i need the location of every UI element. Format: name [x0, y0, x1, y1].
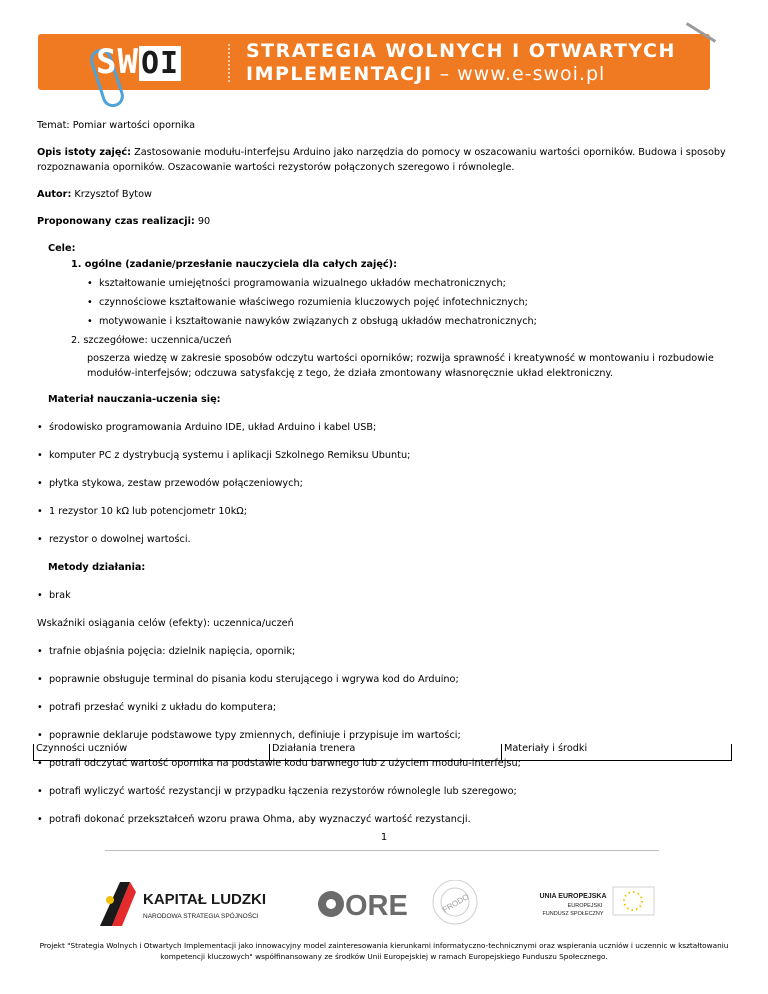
- banner-url[interactable]: – www.e-swoi.pl: [432, 63, 606, 85]
- time-label: Proponowany czas realizacji:: [37, 216, 195, 227]
- time: [37, 214, 737, 229]
- material-item: • środowisko programowania Arduino IDE, układ Arduino i kabel USB;: [37, 420, 737, 435]
- indicator-item: • potrafi przesłać wyniki z układu do komputera;: [37, 700, 737, 715]
- material-item: • płytka stykowa, zestaw przewodów połączeniowych;: [37, 476, 737, 491]
- activity-table-header: [33, 744, 732, 761]
- essence-text: Zastosowanie modułu-interfejsu Arduino jako narzędzia do pomocy w oszacowaniu wartości oporników. Budowa i sposoby rozpoznawania oporników. Oszacowanie wartości rezystorów połączonych szeregowo i równolegle.: [37, 147, 726, 173]
- kl-title: KAPITAŁ LUDZKI: [143, 891, 267, 908]
- header-banner: [38, 34, 710, 90]
- pencil-icon: [686, 22, 716, 43]
- kl-subtitle: NARODOWA STRATEGIA SPÓJNOŚCI: [143, 913, 259, 920]
- method-item: • brak: [37, 588, 737, 603]
- indicator-item: • poprawnie deklaruje podstawowe typy zmiennych, definiuje i przypisuje im wartości;: [37, 728, 737, 743]
- time-value: 90: [194, 216, 211, 227]
- document-body: [37, 118, 737, 827]
- eu-title: UNIA EUROPEJSKA: [539, 893, 607, 900]
- page-number: 1: [380, 832, 388, 843]
- indicator-item: • trafnie objaśnia pojęcia: dzielnik napięcia, opornik;: [37, 644, 737, 659]
- methods-label: Metody działania:: [48, 562, 146, 573]
- specific-goals-label: 2. szczegółowe: uczennica/uczeń: [71, 335, 232, 346]
- author: [37, 187, 737, 202]
- banner-divider: [228, 44, 230, 82]
- indicators-label: Wskaźniki osiągania celów (efekty): uczennica/uczeń: [37, 618, 294, 629]
- general-goal-item: • kształtowanie umiejętności programowania wizualnego układów mechatronicznych;: [87, 276, 737, 291]
- material-item: • rezystor o dowolnej wartości.: [37, 532, 737, 547]
- indicator-item: • potrafi odczytać wartość opornika na podstawie kodu barwnego lub z użyciem modułu-interfejsu;: [37, 756, 737, 771]
- banner-title: [246, 40, 676, 86]
- author-name: Krzysztof Bytow: [71, 189, 152, 200]
- essence: [37, 145, 737, 175]
- frodo-text: FRODO: [440, 892, 471, 915]
- project-footer: Projekt "Strategia Wolnych i Otwartych Implementacji jako innowacyjny model zainteresowania kierunkami informatyczno-technicznymi oraz wspierania uczniów i uczennic w kształtowaniu kompetencji kluczowych" współfinansowany ze środków Unii Europejskiej w ramach Europejskiego Funduszu Społecznego.: [39, 941, 729, 961]
- logo-sw: SW: [96, 42, 139, 82]
- banner-title-line2: IMPLEMENTACJI: [246, 63, 433, 85]
- indicator-item: • poprawnie obsługuje terminal do pisania kodu sterującego i wgrywa kod do Arduino;: [37, 672, 737, 687]
- swoi-logo: [96, 42, 181, 82]
- frodo-logo: [433, 880, 477, 924]
- logos-svg: [0, 880, 768, 928]
- eu-logo: [539, 887, 654, 917]
- topic: Temat: Pomiar wartości opornika: [37, 120, 196, 131]
- banner-title-line1: STRATEGIA WOLNYCH I OTWARTYCH: [246, 40, 676, 62]
- goals-section: [37, 241, 737, 381]
- ore-logo: [318, 890, 408, 922]
- footer-divider: [105, 850, 659, 851]
- goals-label: Cele:: [48, 243, 76, 254]
- material-item: • 1 rezystor 10 kΩ lub potencjometr 10kΩ;: [37, 504, 737, 519]
- table-header-cell: Czynności uczniów: [34, 744, 270, 760]
- general-goal-item: • motywowanie i kształtowanie nawyków związanych z obsługą układów mechatronicznych;: [87, 314, 737, 329]
- author-label: Autor:: [37, 189, 72, 200]
- indicator-item: • potrafi dokonać przekształceń wzoru prawa Ohma, aby wyznaczyć wartość rezystancji.: [37, 812, 737, 827]
- funding-logos: [0, 880, 768, 928]
- essence-label: Opis istoty zajęć:: [37, 147, 132, 158]
- logo-oi: OI: [140, 46, 180, 81]
- materials-label: Materiał nauczania-uczenia się:: [48, 394, 221, 405]
- general-goal-item: • czynnościowe kształtowanie właściwego rozumienia kluczowych pojęć infotechnicznych;: [87, 295, 737, 310]
- general-goals-label: 1. ogólne (zadanie/przesłanie nauczyciela dla całych zajęć):: [71, 259, 397, 270]
- specific-goals-text: poszerza wiedzę w zakresie sposobów odczytu wartości oporników; rozwija sprawność i kreatywność w montowaniu i rozbudowie modułów-interfejsów; odczuwa satysfakcję z tego, że działa zmontowany własnoręcznie układ elektroniczny.: [87, 353, 714, 379]
- table-header-cell: Materiały i środki: [504, 743, 588, 754]
- indicator-item: • potrafi wyliczyć wartość rezystancji w przypadku łączenia rezystorów równolegle lub szeregowo;: [37, 784, 737, 799]
- kapital-ludzki-logo: [100, 882, 266, 926]
- eu-subtitle-2: FUNDUSZ SPOŁECZNY: [542, 911, 604, 917]
- eu-subtitle-1: EUROPEJSKI: [567, 903, 603, 909]
- material-item: • komputer PC z dystrybucją systemu i aplikacji Szkolnego Remiksu Ubuntu;: [37, 448, 737, 463]
- table-header-cell: Działania trenera: [270, 744, 502, 760]
- ore-text: ORE: [345, 890, 408, 922]
